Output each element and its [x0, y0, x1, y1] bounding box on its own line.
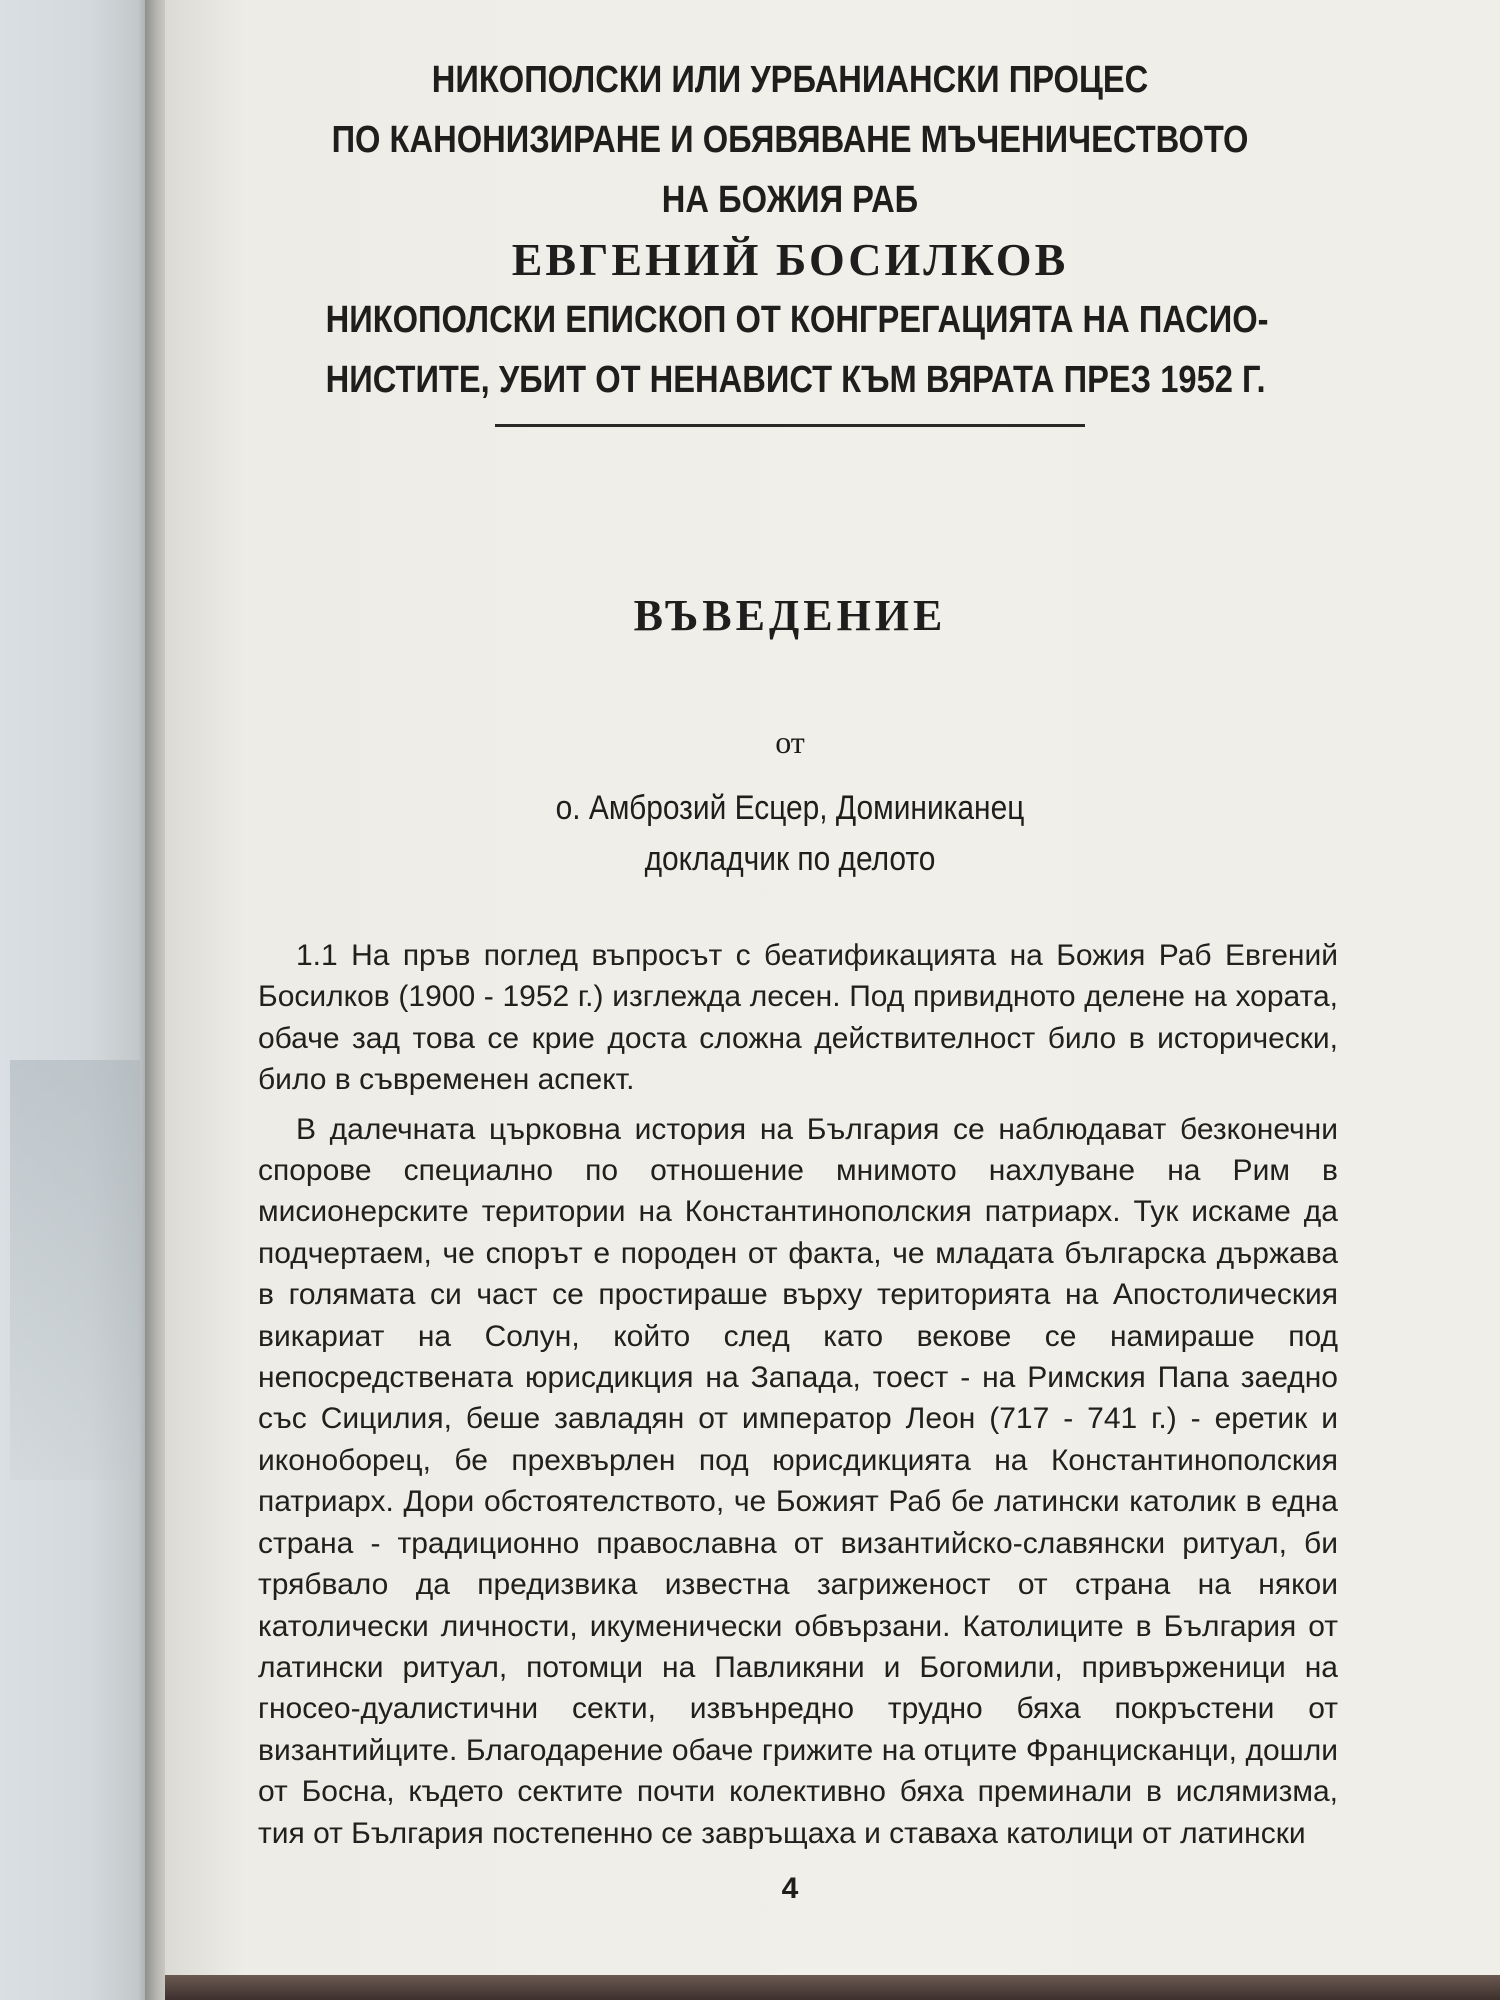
paragraph: В далечната църковна история на България се наблюдават безконечни спорове специално по отношение мнимото нахлуване на Рим в мисионерските територии на Константинополския патриарх. Тук искаме да подчертаем, че спорът е породен от факта, че младата българска държава в голямата си част се простираше върху територията на Апостолическия викариат на Солун, който след като векове се намираше под непосредствената юрисдикция на Запада, тоест - на Римския Папа заедно със Сицилия, беше завладян от император Леон (717 - 741 г.) - еретик и иконоборец, бе прехвърлен под юрисдикцията на Константинополския патриарх. Дори обстоятелството, че Божият Раб бе латински католик в една страна - традиционно православна от византийско-славянски ритуал, би трябвало да предизвика известна загриженост от страна на някои католически личности, икуменически обвързани. Католиците в България от латински ритуал, потомци на Павликяни и Богомили, привърженици на гносео-дуалистични секти, извънредно трудно бяха покръстени от византийците. Благодарение обаче грижите на отците Францисканци, дошли от Босна, където сектите почти колективно бяха преминали в ислямизма, тия от България постепенно се завръщаха и ставаха католици от латински — [258, 1112, 1338, 1850]
paragraph: 1.1 На пръв поглед въпросът с беатификацията на Божия Раб Евгений Босилков (1900 - 1952 г.) изглежда лесен. Под привидното делене на хората, обаче зад това се крие доста сложна действителност било в исторически, било в съвременен аспект. — [258, 939, 1338, 1097]
heading-divider — [495, 424, 1085, 427]
page-number: 4 — [781, 1872, 799, 1905]
document-heading — [250, 50, 1330, 427]
heading-line-6: НИСТИТЕ, УБИТ ОТ НЕНАВИСТ КЪМ ВЯРАТА ПРЕЗ 1952 Г. — [325, 359, 1266, 401]
heading-line-5: НИКОПОЛСКИ ЕПИСКОП ОТ КОНГРЕГАЦИЯТА НА ПАСИО- — [325, 299, 1269, 341]
heading-line-3: НА БОЖИЯ РАБ — [661, 179, 919, 221]
byline-from: от — [775, 724, 805, 760]
byline — [250, 720, 1330, 884]
page-bottom-edge — [165, 1975, 1500, 2000]
byline-author: о. Амброзий Есцер, Доминиканец — [555, 789, 1025, 827]
section-title: ВЪВЕДЕНИЕ — [633, 591, 947, 640]
byline-role: докладчик по делото — [644, 840, 936, 878]
body-text — [258, 935, 1338, 1854]
heading-line-2: ПО КАНОНИЗИРАНЕ И ОБЯВЯВАНЕ МЪЧЕНИЧЕСТВОТО — [331, 119, 1249, 161]
facing-page — [0, 0, 150, 2000]
heading-name: ЕВГЕНИЙ БОСИЛКОВ — [511, 234, 1069, 285]
heading-line-1: НИКОПОЛСКИ ИЛИ УРБАНИАНСКИ ПРОЦЕС — [431, 59, 1149, 101]
facing-page-image — [10, 1060, 140, 1480]
